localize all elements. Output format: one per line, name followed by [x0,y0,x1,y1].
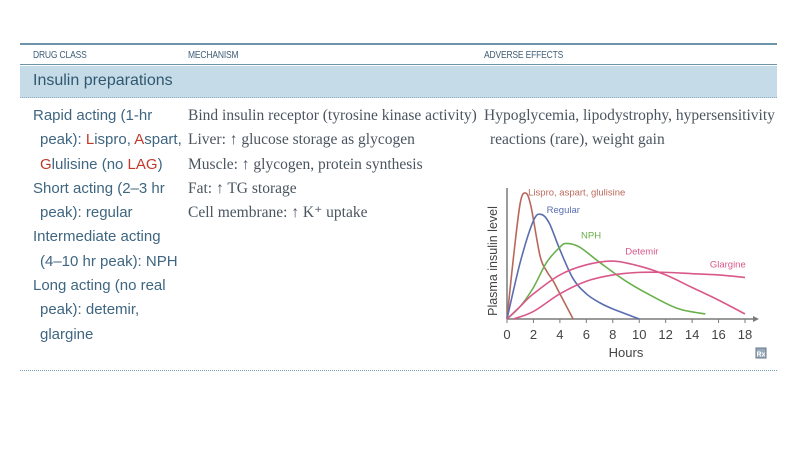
x-tick-label: 2 [529,327,538,342]
mechanism-line: Bind insulin receptor (tyrosine kinase activity) [188,107,477,124]
x-tick-label: 8 [609,327,617,342]
drug-class-cell [33,104,183,347]
adverse-line: reactions (rare), weight gain [490,131,665,149]
series-line-regular [507,214,639,319]
mechanism-line: Fat: ↑ TG storage [188,179,297,197]
mechanism-line: Cell membrane: ↑ K⁺ uptake [188,204,368,222]
section-band [20,66,777,98]
series-label: Glargine [709,259,746,271]
x-tick-label: 14 [684,327,700,342]
mechanism-line: Liver: ↑ glucose storage as glycogen [188,131,415,149]
header-adverse-effects: ADVERSE EFFECTS [484,50,564,61]
drug-line: peak): Lispro, Aspart, [40,131,182,149]
series-label: NPH [581,230,602,242]
x-tick-label: 6 [582,327,590,342]
table-top-rule [20,43,777,45]
series-label: Lispro, aspart, glulisine [528,187,626,199]
header-mechanism: MECHANISM [188,50,239,61]
x-tick-label: 0 [503,327,511,342]
x-tick-label: 18 [737,327,753,342]
x-tick-label: 16 [711,327,726,342]
adverse-effects-cell [484,104,775,153]
series-label: Regular [546,205,580,217]
mechanism-cell [188,104,477,225]
drug-line: Glulisine (no LAG) [40,155,163,173]
drug-line: peak): detemir, [40,301,140,319]
insulin-chart [480,180,780,370]
series-line-nph [507,243,705,319]
x-tick-label: 4 [556,327,564,342]
drug-line: peak): regular [40,204,133,222]
rx-badge-text: Rx [756,351,766,359]
section-title: Insulin preparations [33,72,173,89]
drug-line: Intermediate acting [33,228,161,246]
x-tick-label: 12 [658,327,673,342]
y-axis-label: Plasma insulin level [486,206,500,316]
table-bottom-rule [20,370,777,371]
drug-line: (4–10 hr peak): NPH [40,252,178,270]
drug-line: Rapid acting (1-hr [33,107,153,124]
series-label: Detemir [625,246,659,258]
drug-line: Long acting (no real [33,277,166,295]
x-axis-label: Hours [608,345,644,360]
x-tick-label: 10 [631,327,647,342]
x-axis-arrow-icon [753,316,759,322]
mechanism-line: Muscle: ↑ glycogen, protein synthesis [188,155,423,173]
header-drug-class: DRUG CLASS [33,50,87,61]
header-rule [20,64,777,65]
adverse-line: Hypoglycemia, lipodystrophy, hypersensitivity [484,107,775,124]
drug-line: Short acting (2–3 hr [33,179,165,197]
drug-line: glargine [40,325,94,343]
